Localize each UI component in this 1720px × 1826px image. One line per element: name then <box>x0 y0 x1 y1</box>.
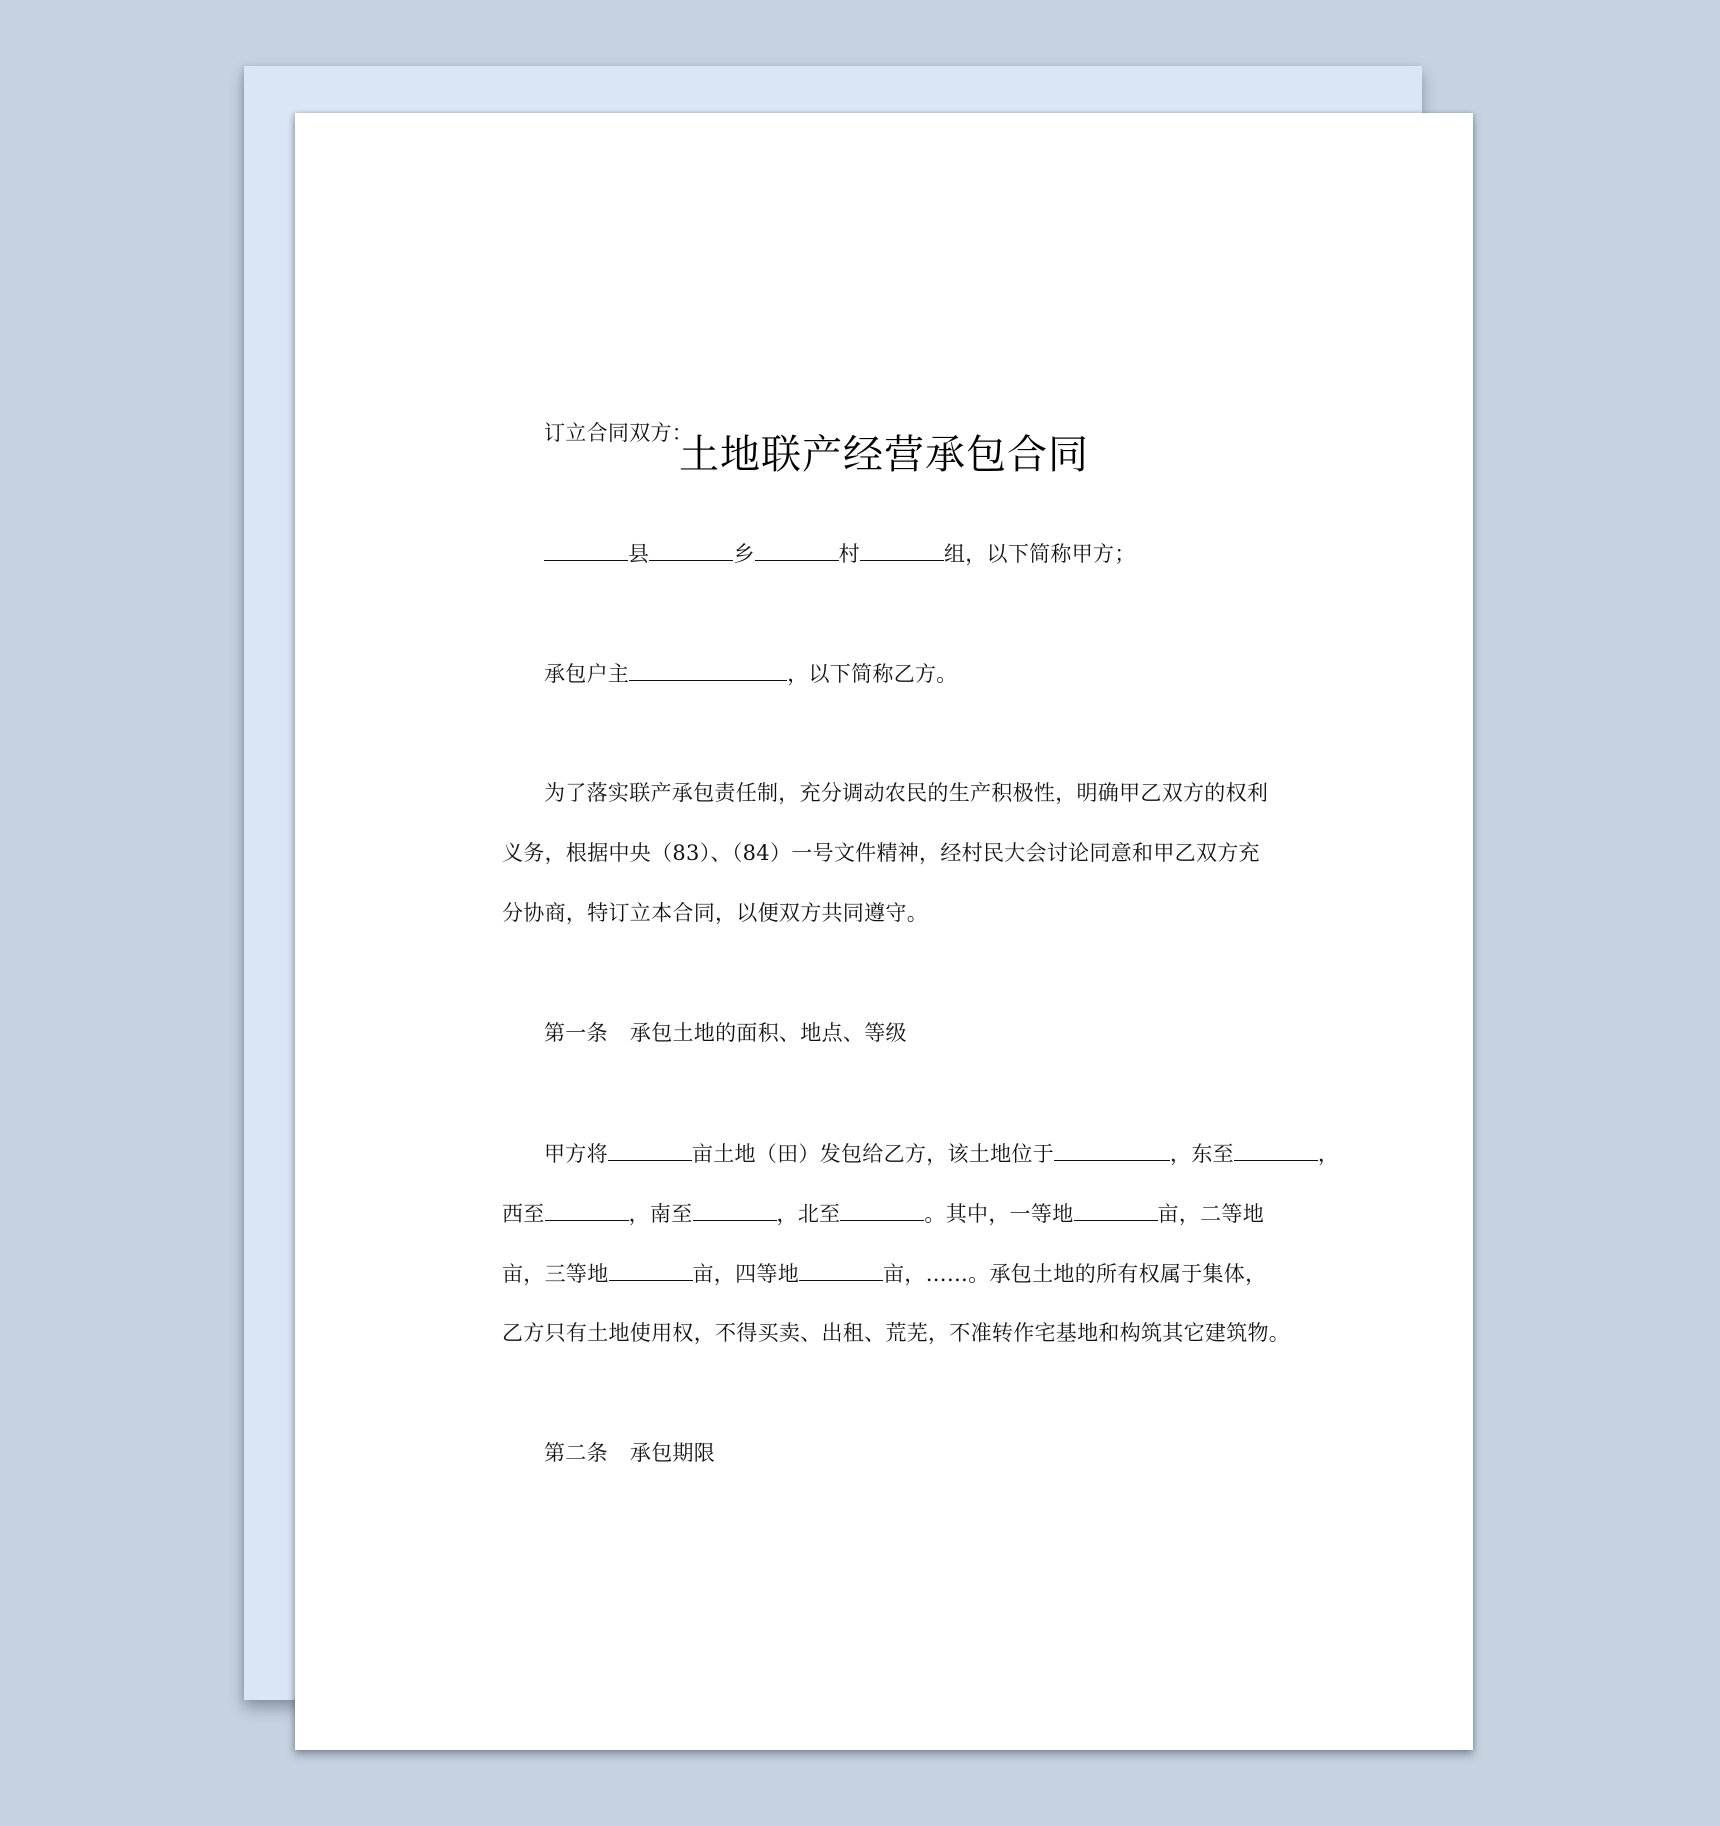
article-1-line-4: 乙方只有土地使用权，不得买卖、出租、荒芜，不准转作宅基地和构筑其它建筑物。 <box>502 1321 1291 1345</box>
grade-3-blank[interactable] <box>609 1258 693 1281</box>
article-number: 第一条 <box>544 1021 608 1045</box>
article-1-line-3: 亩，三等地 亩，四等地 亩，……。承包土地的所有权属于集体， <box>502 1258 1266 1289</box>
document-title: 土地联产经营承包合同 <box>679 432 1089 478</box>
article-1-line-1: 甲方将 亩土地（田）发包给乙方，该土地位于 ，东至 ， <box>544 1138 1339 1169</box>
west-boundary-blank[interactable] <box>545 1198 629 1221</box>
east-boundary-blank[interactable] <box>1234 1138 1318 1161</box>
party-a-line: 县 乡 村 组，以下简称甲方； <box>544 538 1136 569</box>
group-blank[interactable] <box>860 538 944 561</box>
article-title: 承包土地的面积、地点、等级 <box>629 1021 907 1045</box>
county-blank[interactable] <box>544 538 628 561</box>
preamble-line-3: 分协商，特订立本合同，以便双方共同遵守。 <box>502 901 928 925</box>
north-boundary-blank[interactable] <box>840 1198 924 1221</box>
household-head-blank[interactable] <box>629 658 787 681</box>
party-b-line: 承包户主 ，以下简称乙方。 <box>544 658 958 689</box>
area-mu-blank[interactable] <box>608 1138 692 1161</box>
article-1-line-2: 西至 ，南至 ，北至 。其中，一等地 亩，二等地 <box>502 1198 1264 1229</box>
article-title: 承包期限 <box>629 1441 716 1465</box>
village-blank[interactable] <box>755 538 839 561</box>
document-page <box>295 113 1473 1750</box>
grade-4-blank[interactable] <box>799 1258 883 1281</box>
grade-1-blank[interactable] <box>1074 1198 1158 1221</box>
preamble-line-2: 义务，根据中央（83）、（84）一号文件精神，经村民大会讨论同意和甲乙双方充 <box>502 841 1260 865</box>
preamble-line-1: 为了落实联产承包责任制，充分调动农民的生产积极性，明确甲乙双方的权利 <box>544 781 1269 805</box>
article-number: 第二条 <box>544 1441 608 1465</box>
article-2-heading <box>544 1438 715 1468</box>
south-boundary-blank[interactable] <box>693 1198 777 1221</box>
parties-heading: 订立合同双方： <box>544 421 694 445</box>
township-blank[interactable] <box>649 538 733 561</box>
article-1-heading <box>544 1018 907 1048</box>
location-blank[interactable] <box>1054 1138 1170 1161</box>
